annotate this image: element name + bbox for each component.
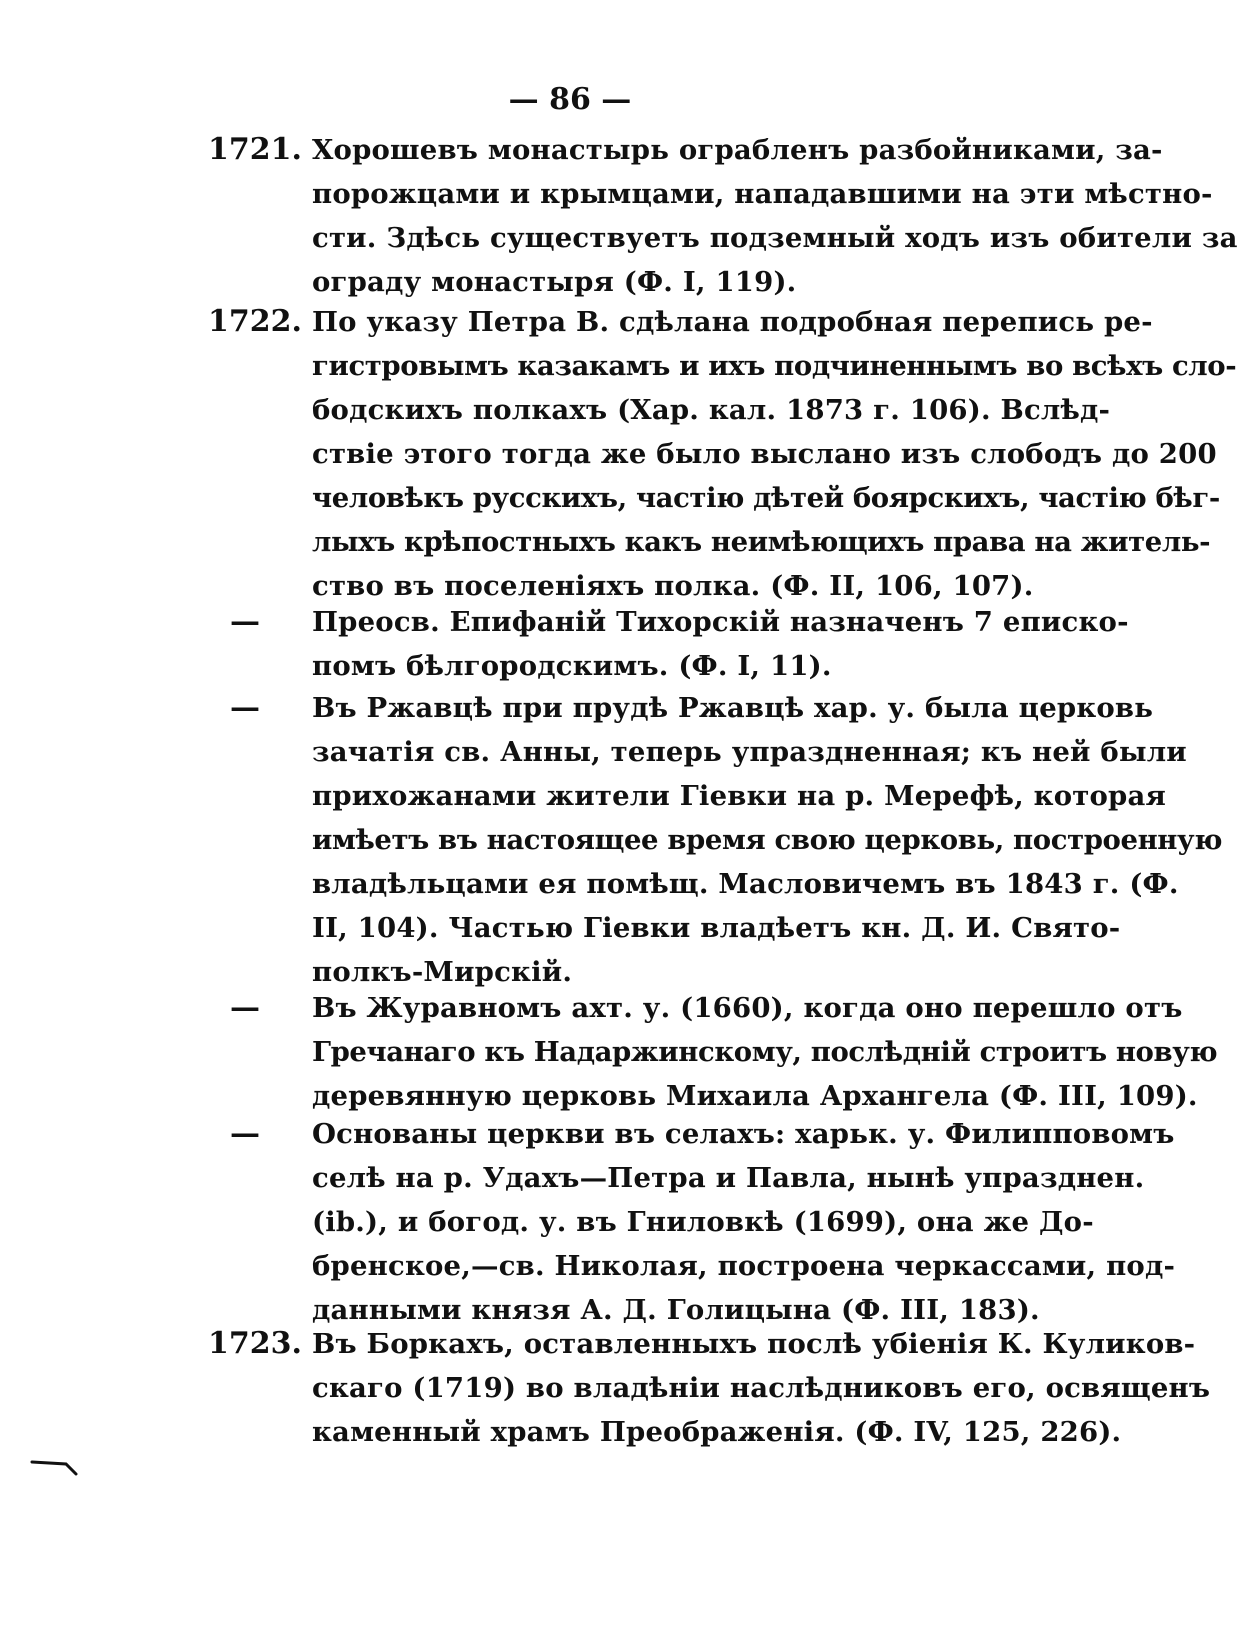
page-number: — 86 — bbox=[508, 82, 632, 117]
text-line: II, 104). Частью Гіевки владѣетъ кн. Д. И. Свято- bbox=[312, 912, 1121, 944]
entry-text bbox=[312, 986, 1218, 1118]
entry-text bbox=[312, 300, 1237, 608]
entry-text bbox=[312, 128, 1238, 304]
text-line: прихожанами жители Гіевки на р. Мерефѣ, которая bbox=[312, 780, 1167, 812]
text-line: (ib.), и богод. у. въ Гниловкѣ (1699), она же До- bbox=[312, 1206, 1094, 1238]
text-line: лыхъ крѣпостныхъ какъ неимѣющихъ права на житель- bbox=[312, 526, 1211, 558]
entry-dash: — bbox=[230, 1116, 260, 1151]
text-line: деревянную церковь Михаила Архангела (Ф. III, 109). bbox=[312, 1080, 1198, 1112]
text-line: полкъ-Мирскій. bbox=[312, 956, 573, 988]
entry-dash: — bbox=[230, 604, 260, 639]
entry-year: 1721. bbox=[208, 132, 302, 167]
text-line: ограду монастыря (Ф. I, 119). bbox=[312, 266, 797, 298]
text-line: ствіе этого тогда же было выслано изъ слободъ до 200 bbox=[312, 438, 1217, 470]
entry-dash: — bbox=[230, 990, 260, 1025]
entry-text bbox=[312, 686, 1223, 994]
text-line: имѣетъ въ настоящее время свою церковь, построенную bbox=[312, 824, 1223, 856]
text-line: бодскихъ полкахъ (Хар. кал. 1873 г. 106). Вслѣд- bbox=[312, 394, 1111, 426]
text-line: сти. Здѣсь существуетъ подземный ходъ изъ обители за bbox=[312, 222, 1238, 254]
text-line: владѣльцами ея помѣщ. Масловичемъ въ 1843 г. (Ф. bbox=[312, 868, 1179, 900]
text-line: данными князя А. Д. Голицына (Ф. III, 183). bbox=[312, 1294, 1040, 1326]
ink-stroke-mark bbox=[30, 1456, 82, 1480]
entry-dash: — bbox=[230, 690, 260, 725]
text-line: Гречанаго къ Надаржинскому, послѣдній строитъ новую bbox=[312, 1036, 1218, 1068]
text-line: селѣ на р. Удахъ—Петра и Павла, нынѣ упразднен. bbox=[312, 1162, 1145, 1194]
text-line: человѣкъ русскихъ, частію дѣтей боярскихъ, частію бѣг- bbox=[312, 482, 1220, 514]
entry-year: 1722. bbox=[208, 304, 302, 339]
text-line: По указу Петра В. сдѣлана подробная перепись ре- bbox=[312, 306, 1153, 338]
text-line: Основаны церкви въ селахъ: харьк. у. Филипповомъ bbox=[312, 1118, 1175, 1150]
text-line: порожцами и крымцами, нападавшими на эти мѣстно- bbox=[312, 178, 1213, 210]
text-line: Въ Ржавцѣ при прудѣ Ржавцѣ хар. у. была церковь bbox=[312, 692, 1154, 724]
text-line: бренское,—св. Николая, построена черкассами, под- bbox=[312, 1250, 1176, 1282]
text-line: ство въ поселеніяхъ полка. (Ф. II, 106, 107). bbox=[312, 570, 1034, 602]
text-line: помъ бѣлгородскимъ. (Ф. I, 11). bbox=[312, 650, 832, 682]
text-line: Преосв. Епифаній Тихорскій назначенъ 7 еписко- bbox=[312, 606, 1129, 638]
text-line: скаго (1719) во владѣніи наслѣдниковъ его, освященъ bbox=[312, 1372, 1211, 1404]
entry-year: 1723. bbox=[208, 1326, 302, 1361]
text-line: Въ Боркахъ, оставленныхъ послѣ убіенія К. Куликов- bbox=[312, 1328, 1196, 1360]
text-line: каменный храмъ Преображенія. (Ф. IV, 125, 226). bbox=[312, 1416, 1122, 1448]
entry-text bbox=[312, 1322, 1211, 1454]
text-line: гистровымъ казакамъ и ихъ подчиненнымъ во всѣхъ сло- bbox=[312, 350, 1237, 382]
text-line: Въ Журавномъ ахт. у. (1660), когда оно перешло отъ bbox=[312, 992, 1183, 1024]
entry-text bbox=[312, 600, 1129, 688]
text-line: зачатія св. Анны, теперь упраздненная; къ ней были bbox=[312, 736, 1187, 768]
entry-text bbox=[312, 1112, 1176, 1332]
text-line: Хорошевъ монастырь ограбленъ разбойниками, за- bbox=[312, 134, 1163, 166]
